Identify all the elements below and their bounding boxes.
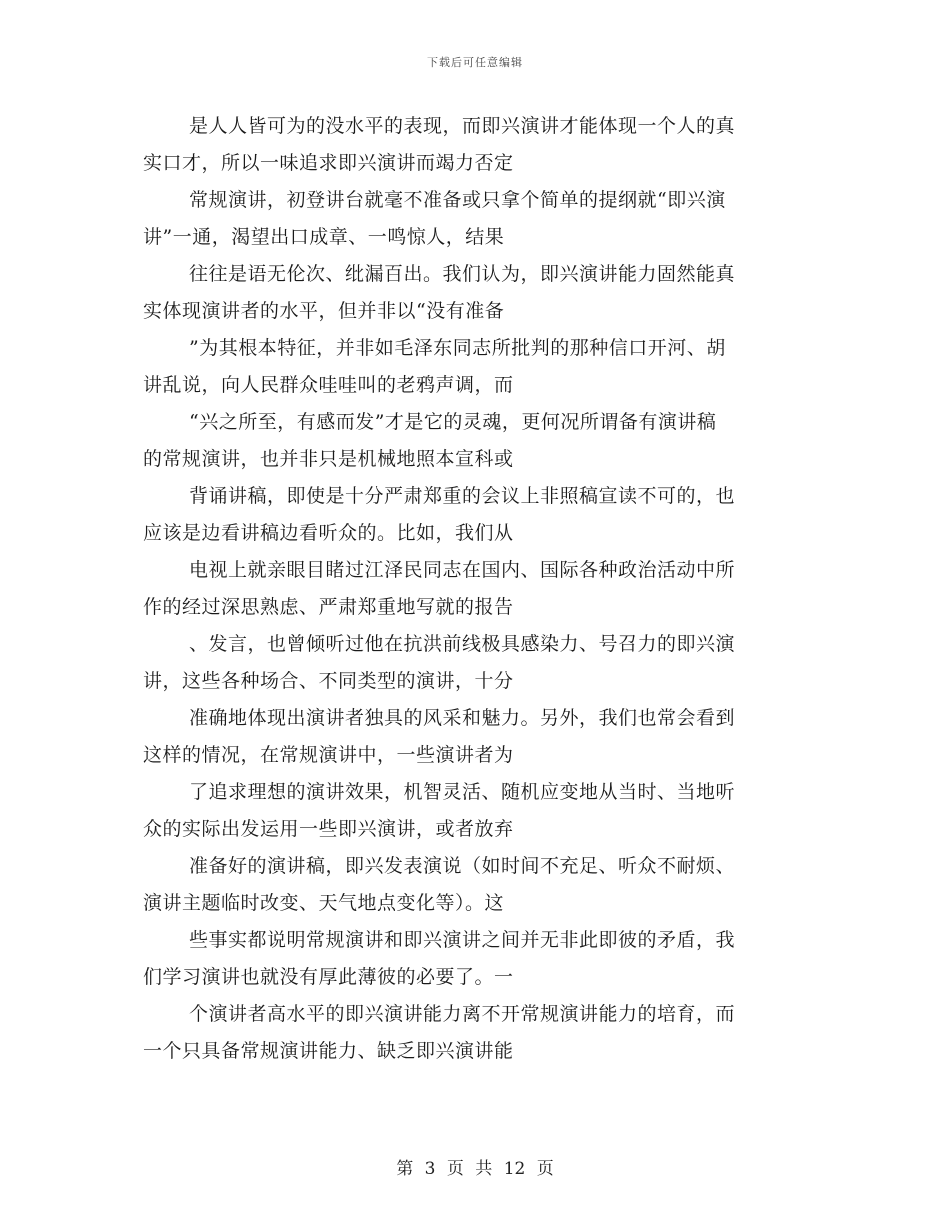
page-header: 下载后可任意编辑 — [427, 56, 523, 69]
text-line: “兴之所至，有感而发”才是它的灵魂，更何况所谓备有演讲稿 — [189, 411, 717, 433]
text-line: ”为其根本特征，并非如毛泽东同志所批判的那种信口开河、胡 — [189, 337, 726, 359]
text-line: 讲乱说，向人民群众哇哇叫的老鸦声调，而 — [143, 374, 514, 396]
text-line: 准确地体现出演讲者独具的风采和魅力。另外，我们也常会看到 — [189, 707, 736, 729]
text-line: 讲”一通，渴望出口成章、一鸣惊人，结果 — [143, 226, 505, 248]
text-line: 、发言，也曾倾听过他在抗洪前线极具感染力、号召力的即兴演 — [189, 633, 736, 655]
text-line: 们学习演讲也就没有厚此薄彼的必要了。一 — [143, 966, 514, 988]
text-line: 常规演讲，初登讲台就毫不准备或只拿个简单的提纲就“即兴演 — [189, 189, 726, 211]
text-line: 电视上就亲眼目睹过江泽民同志在国内、国际各种政治活动中所 — [189, 559, 736, 581]
text-line: 准备好的演讲稿，即兴发表演说（如时间不充足、听众不耐烦、 — [189, 855, 736, 877]
body-text — [143, 108, 813, 1070]
text-line: 往往是语无伦次、纰漏百出。我们认为，即兴演讲能力固然能真 — [189, 263, 736, 285]
page-footer: 第 3 页 共 12 页 — [396, 1159, 554, 1179]
text-line: 背诵讲稿，即使是十分严肃郑重的会议上非照稿宣读不可的，也 — [189, 485, 736, 507]
text-line: 个演讲者高水平的即兴演讲能力离不开常规演讲能力的培育，而 — [189, 1003, 736, 1025]
text-line: 了追求理想的演讲效果，机智灵活、随机应变地从当时、当地听 — [189, 781, 736, 803]
text-line: 一个只具备常规演讲能力、缺乏即兴演讲能 — [143, 1040, 514, 1062]
text-line: 的常规演讲，也并非只是机械地照本宣科或 — [143, 448, 514, 470]
text-line: 实体现演讲者的水平，但并非以“没有准备 — [143, 300, 505, 322]
text-line: 众的实际出发运用一些即兴演讲，或者放弃 — [143, 818, 514, 840]
text-line: 实口才，所以一味追求即兴演讲而竭力否定 — [143, 152, 514, 174]
text-line: 演讲主题临时改变、天气地点变化等）。这 — [143, 892, 505, 914]
text-line: 是人人皆可为的没水平的表现，而即兴演讲才能体现一个人的真 — [189, 115, 736, 137]
text-line: 作的经过深思熟虑、严肃郑重地写就的报告 — [143, 596, 514, 618]
text-line: 讲，这些各种场合、不同类型的演讲，十分 — [143, 670, 514, 692]
text-line: 些事实都说明常规演讲和即兴演讲之间并无非此即彼的矛盾，我 — [189, 929, 736, 951]
text-line: 应该是边看讲稿边看听众的。比如，我们从 — [143, 522, 514, 544]
text-line: 这样的情况，在常规演讲中，一些演讲者为 — [143, 744, 514, 766]
